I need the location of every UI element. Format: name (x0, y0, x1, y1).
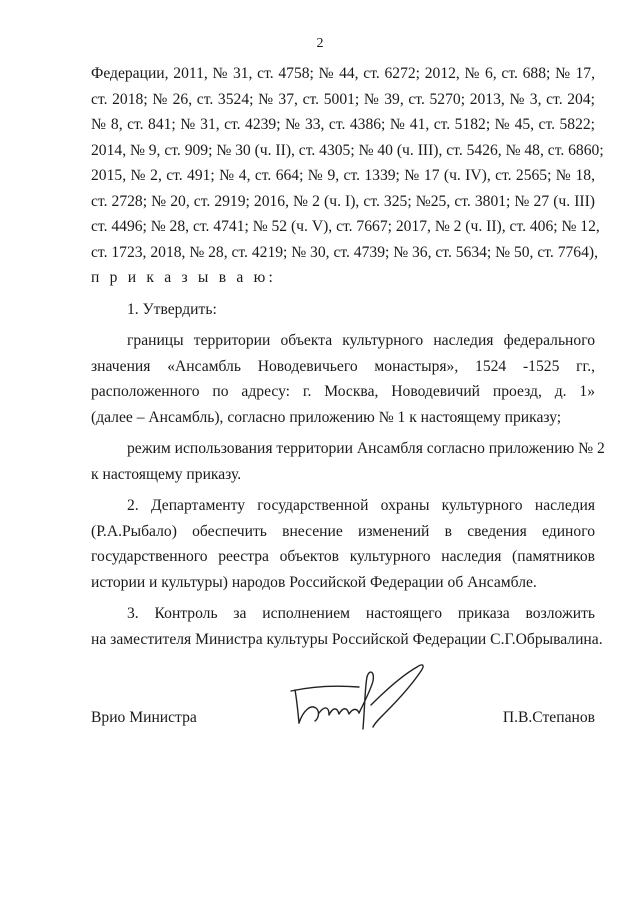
paragraph-line: 3. Контроль за исполнением настоящего приказа возложить (127, 605, 595, 622)
signer-title: Врио Министра (91, 709, 197, 726)
paragraph-line: значения «Ансамбль Новодевичьего монастыря», 1524 -1525 гг., (91, 357, 595, 375)
item-1-boundaries-paragraph (91, 328, 595, 430)
order-body (91, 61, 605, 652)
reference-line: Федерации, 2011, № 31, ст. 4758; № 44, ст. 6272; 2012, № 6, ст. 688; № 17, (91, 65, 595, 82)
paragraph-line: границы территории объекта культурного наследия федерального (127, 332, 595, 349)
paragraph-line: 2. Департаменту государственной охраны культурного наследия (127, 497, 595, 514)
paragraph-line: (Р.А.Рыбало) обеспечить внесение изменений в сведения единого (91, 522, 595, 540)
order-word: п р и к а з ы в а ю: (91, 269, 276, 286)
item-1-regime-paragraph (91, 436, 605, 487)
item-2 (91, 493, 595, 595)
reference-line: ст. 2018; № 26, ст. 3524; № 37, ст. 5001; № 39, ст. 5270; 2013, № 3, ст. 204; (91, 90, 595, 108)
legal-references (91, 61, 604, 291)
reference-line: 2015, № 2, ст. 491; № 4, ст. 664; № 9, ст. 1339; № 17 (ч. IV), ст. 2565; № 18, (91, 167, 595, 184)
reference-line: ст. 4496; № 28, ст. 4741; № 52 (ч. V), ст. 7667; 2017, № 2 (ч. II), ст. 406; № 12, (91, 218, 600, 235)
reference-line: 2014, № 9, ст. 909; № 30 (ч. II), ст. 4305; № 40 (ч. III), ст. 5426, № 48, ст. 6860; (91, 141, 604, 159)
signature-block (91, 708, 595, 732)
reference-line: № 8, ст. 841; № 31, ст. 4239; № 33, ст. 4386; № 41, ст. 5182; № 45, ст. 5822; (91, 116, 595, 133)
page-number: 2 (316, 36, 324, 51)
paragraph-line: к настоящему приказу. (91, 465, 242, 483)
paragraph-line: на заместителя Министра культуры Российской Федерации С.Г.Обрывалина. (91, 630, 603, 648)
signer-name: П.В.Степанов (502, 709, 595, 726)
paragraph-line: государственного реестра объектов культурного наследия (памятников (91, 548, 595, 565)
paragraph-line: режим использования территории Ансамбля согласно приложению № 2 (127, 440, 605, 457)
item-1 (91, 297, 605, 488)
paragraph-line: истории и культуры) народов Российской Федерации об Ансамбле. (91, 573, 537, 591)
paragraph-line: расположенного по адресу: г. Москва, Новодевичий проезд, д. 1» (91, 383, 595, 400)
item-1-heading: 1. Утвердить: (127, 300, 217, 318)
reference-line: ст. 1723, 2018, № 28, ст. 4219; № 30, ст. 4739; № 36, ст. 5634; № 50, ст. 7764), (91, 243, 598, 261)
reference-line: ст. 2728; № 20, ст. 2919; 2016, № 2 (ч. I), ст. 325; №25, ст. 3801; № 27 (ч. III) (91, 192, 595, 210)
paragraph-line: (далее – Ансамбль), согласно приложению № 1 к настоящему приказу; (91, 408, 562, 426)
item-3 (91, 601, 603, 652)
